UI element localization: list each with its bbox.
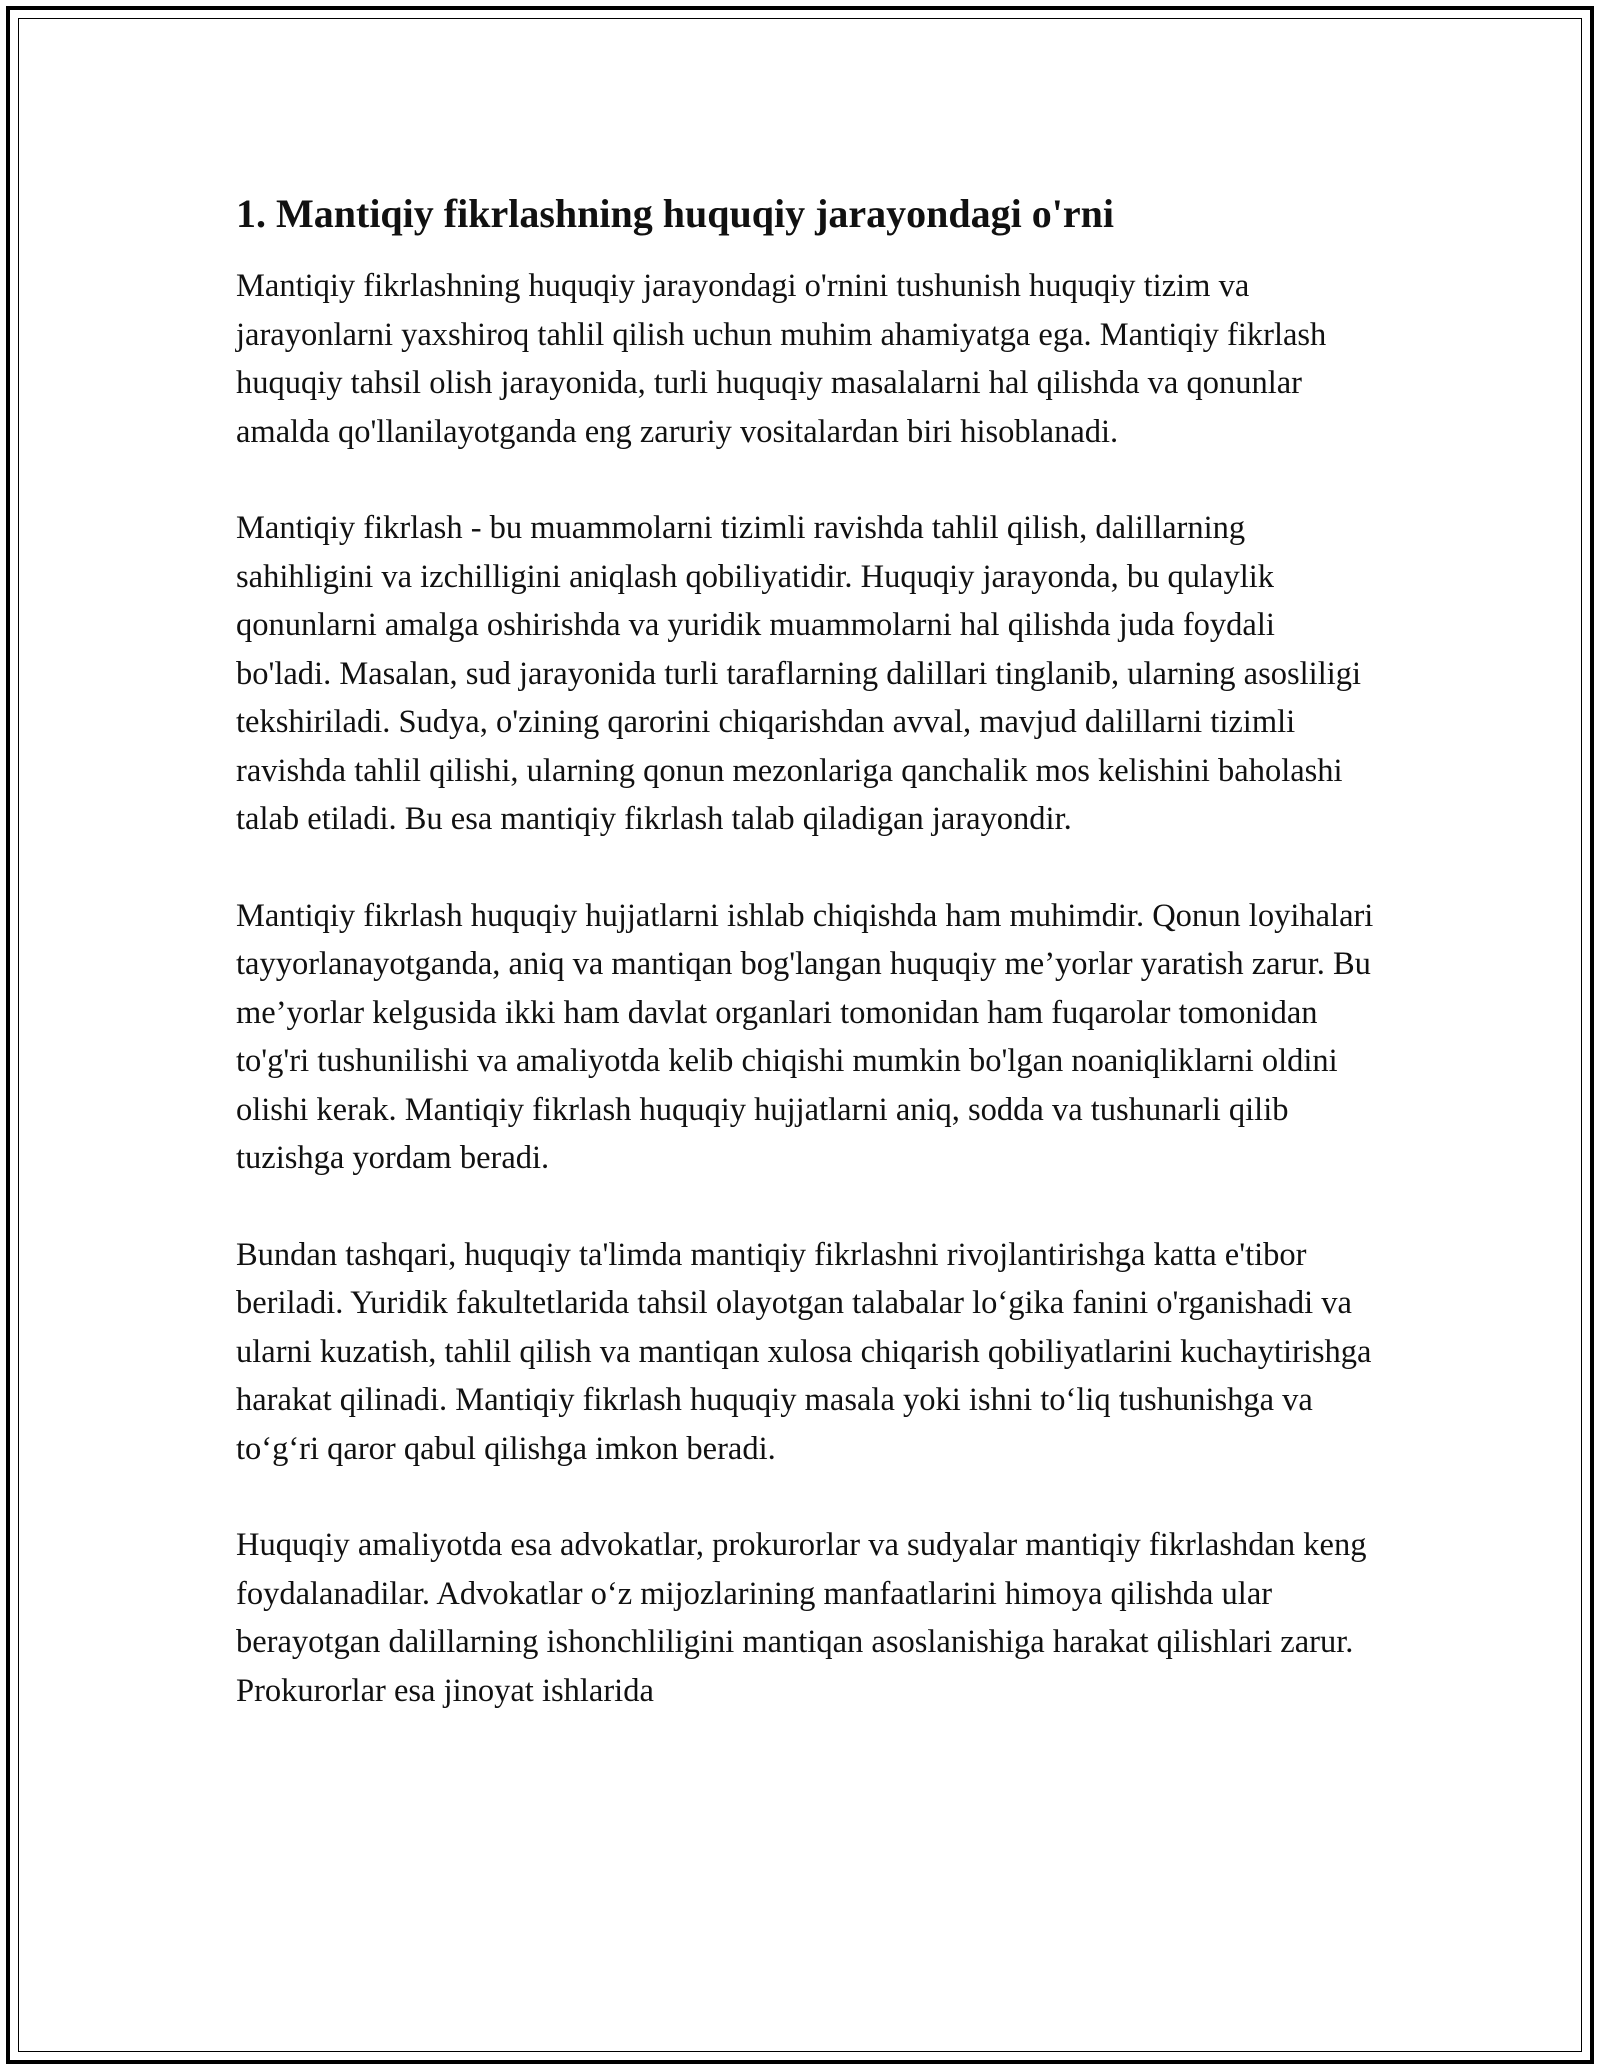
document-body — [236, 188, 1376, 1763]
paragraph-5: Huquqiy amaliyotda esa advokatlar, prokurorlar va sudyalar mantiqiy fikrlashdan keng foydalanadilar. Advokatlar o‘z mijozlarining manfaatlarini himoya qilishda ular berayotgan dalillarning ishonchliligini mantiqan asoslanishiga harakat qilishlari zarur. Prokurorlar esa jinoyat ishlarida — [236, 1527, 1367, 1709]
section-heading: 1. Mantiqiy fikrlashning huquqiy jarayondagi o'rni — [236, 191, 1115, 236]
paragraph-3: Mantiqiy fikrlash huquqiy hujjatlarni ishlab chiqishda ham muhimdir. Qonun loyihalari tayyorlanayotganda, aniq va mantiqan bog'langan huquqiy me’yorlar yaratish zarur. Bu me’yorlar kelgusida ikki ham davlat organlari tomonidan ham fuqarolar tomonidan to'g'ri tushunilishi va amaliyotda kelib chiqishi mumkin bo'lgan noaniqliklarni oldini olishi kerak. Mantiqiy fikrlash huquqiy hujjatlarni aniq, sodda va tushunarli qilib tuzishga yordam beradi. — [236, 897, 1374, 1176]
paragraph-1: Mantiqiy fikrlashning huquqiy jarayondagi o'rnini tushunish huquqiy tizim va jarayonlarni yaxshiroq tahlil qilish uchun muhim ahamiyatga ega. Mantiqiy fikrlash huquqiy tahsil olish jarayonida, turli huquqiy masalalarni hal qilishda va qonunlar amalda qo'llanilayotganda eng zaruriy vositalardan biri hisoblanadi. — [236, 268, 1327, 450]
paragraph-4: Bundan tashqari, huquqiy ta'limda mantiqiy fikrlashni rivojlantirishga katta e'tibor beriladi. Yuridik fakultetlarida tahsil olayotgan talabalar lo‘gika fanini o'rganishadi va ularni kuzatish, tahlil qilish va mantiqan xulosa chiqarish qobiliyatlarini kuchaytirishga harakat qilinadi. Mantiqiy fikrlash huquqiy masala yoki ishni to‘liq tushunishga va to‘g‘ri qaror qabul qilishga imkon beradi. — [236, 1236, 1372, 1467]
paragraph-2: Mantiqiy fikrlash - bu muammolarni tizimli ravishda tahlil qilish, dalillarning sahihligini va izchilligini aniqlash qobiliyatidir. Huquqiy jarayonda, bu qulaylik qonunlarni amalga oshirishda va yuridik muammolarni hal qilishda juda foydali bo'ladi. Masalan, sud jarayonida turli taraflarning dalillari tinglanib, ularning asosliligi tekshiriladi. Sudya, o'zining qarorini chiqarishdan avval, mavjud dalillarni tizimli ravishda tahlil qilishi, ularning qonun mezonlariga qanchalik mos kelishini baholashi talab etiladi. Bu esa mantiqiy fikrlash talab qiladigan jarayondir. — [236, 510, 1362, 837]
